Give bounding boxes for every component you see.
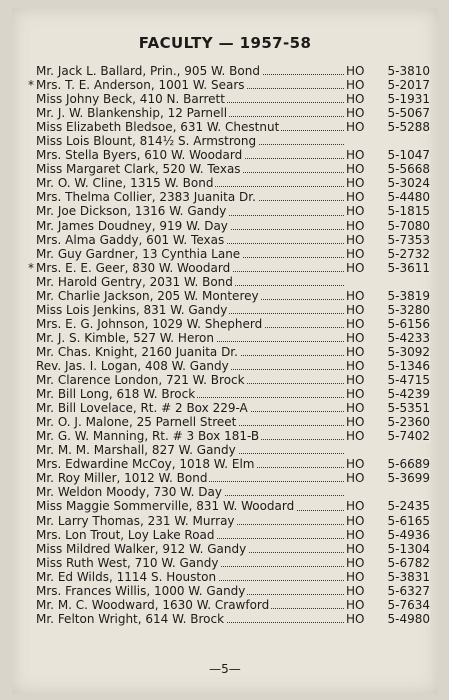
phone-exchange: HO (346, 176, 365, 191)
faculty-entry (36, 401, 430, 415)
phone-digits: 5-3092 (387, 344, 430, 359)
faculty-entry (36, 570, 430, 584)
phone-exchange: HO (346, 92, 365, 107)
phone-exchange: HO (346, 597, 365, 612)
phone-digits: 5-7353 (387, 232, 430, 247)
phone-digits: 5-5668 (387, 162, 430, 177)
phone-exchange: HO (346, 583, 365, 598)
phone-digits: 5-3280 (387, 302, 430, 317)
faculty-name-address: Mr. M. C. Woodward, 1630 W. Crawford (36, 597, 270, 612)
phone-number (346, 373, 430, 387)
faculty-name-address: Miss Elizabeth Bledsoe, 631 W. Chestnut (36, 120, 280, 135)
faculty-name-address: Mrs. Thelma Collier, 2383 Juanita Dr. (36, 190, 256, 205)
phone-digits: 5-7634 (387, 597, 430, 612)
phone-exchange: HO (346, 429, 365, 444)
faculty-name-address: Miss Lois Blount, 814½ S. Armstrong (36, 134, 257, 149)
phone-exchange: HO (346, 457, 365, 472)
page-number: —5— (209, 662, 241, 676)
phone-exchange: HO (346, 246, 365, 261)
faculty-entry (36, 387, 430, 401)
faculty-entry (28, 260, 430, 275)
faculty-entry (36, 598, 430, 612)
faculty-entry (36, 317, 430, 331)
phone-number (346, 219, 430, 233)
phone-exchange: HO (346, 64, 365, 78)
faculty-entry (36, 190, 430, 204)
phone-digits: 5-3819 (387, 288, 430, 303)
faculty-name-address: Mr. Chas. Knight, 2160 Juanita Dr. (36, 344, 238, 359)
phone-digits: 5-2732 (387, 246, 430, 261)
phone-number (346, 162, 430, 176)
faculty-name-address: Mr. Guy Gardner, 13 Cynthia Lane (36, 246, 241, 261)
faculty-name-address: Mrs. E. E. Geer, 830 W. Woodard (36, 260, 231, 275)
faculty-entry (36, 457, 430, 471)
faculty-name-address: Mr. Roy Miller, 1012 W. Bond (36, 471, 208, 486)
phone-number (346, 542, 430, 556)
faculty-name-address: Mr. James Doudney, 919 W. Day (36, 218, 228, 233)
directory-page (12, 8, 438, 694)
faculty-name-address: Mrs. Alma Gaddy, 601 W. Texas (36, 232, 225, 247)
faculty-entry (36, 289, 430, 303)
faculty-name-address: Mr. J. S. Kimble, 527 W. Heron (36, 330, 214, 345)
phone-digits: 5-1931 (387, 92, 430, 107)
phone-number (346, 429, 430, 443)
faculty-entry (36, 373, 430, 387)
faculty-entry (36, 148, 430, 162)
phone-number (346, 106, 430, 120)
phone-number (346, 289, 430, 303)
phone-digits: 5-3810 (387, 64, 430, 78)
phone-exchange: HO (346, 415, 365, 430)
phone-number (346, 120, 430, 134)
phone-digits: 5-7080 (387, 218, 430, 233)
faculty-entry (36, 499, 430, 513)
phone-number (346, 78, 430, 92)
faculty-name-address: Mrs. E. G. Johnson, 1029 W. Shepherd (36, 316, 263, 331)
phone-exchange: HO (346, 527, 365, 542)
phone-digits: 5-3611 (387, 260, 430, 275)
faculty-name-address: Mr. J. W. Blankenship, 12 Parnell (36, 106, 228, 121)
phone-digits: 5-2017 (387, 78, 430, 93)
phone-number (346, 247, 430, 261)
phone-number (346, 499, 430, 513)
faculty-entry (36, 275, 430, 289)
faculty-entry (36, 612, 430, 626)
phone-number (346, 528, 430, 542)
phone-exchange: HO (346, 106, 365, 121)
faculty-name-address: Mrs. Lon Trout, Loy Lake Road (36, 527, 215, 542)
phone-number (346, 92, 430, 106)
phone-number (346, 176, 430, 190)
phone-exchange: HO (346, 555, 365, 570)
phone-exchange: HO (346, 387, 365, 402)
phone-digits: 5-7402 (387, 429, 430, 444)
phone-exchange: HO (346, 358, 365, 373)
phone-exchange: HO (346, 288, 365, 303)
faculty-entry (36, 219, 430, 233)
phone-exchange: HO (346, 373, 365, 388)
faculty-name-address: Miss Mildred Walker, 912 W. Gandy (36, 541, 247, 556)
phone-digits: 5-5351 (387, 401, 430, 416)
phone-exchange: HO (346, 218, 365, 233)
phone-exchange: HO (346, 513, 365, 528)
phone-number (346, 401, 430, 415)
phone-number (346, 570, 430, 584)
asterisk-mark: * (28, 78, 34, 93)
phone-exchange: HO (346, 204, 365, 219)
faculty-name-address: Miss Ruth West, 710 W. Gandy (36, 555, 219, 570)
phone-number (346, 415, 430, 429)
phone-digits: 5-6782 (387, 555, 430, 570)
faculty-name-address: Mr. Clarence London, 721 W. Brock (36, 373, 245, 388)
phone-number (346, 514, 430, 528)
phone-number (346, 303, 430, 317)
page-title: FACULTY — 1957-58 (138, 34, 312, 52)
faculty-name-address: Mr. Charlie Jackson, 205 W. Monterey (36, 288, 259, 303)
faculty-entry (36, 429, 430, 443)
faculty-name-address: Mr. O. J. Malone, 25 Parnell Street (36, 415, 237, 430)
phone-exchange: HO (346, 401, 365, 416)
phone-number (346, 598, 430, 612)
faculty-name-address: Mr. Weldon Moody, 730 W. Day (36, 485, 222, 500)
faculty-list (28, 64, 430, 626)
faculty-name-address: Mrs. T. E. Anderson, 1001 W. Sears (36, 78, 245, 93)
phone-digits: 5-6165 (387, 513, 430, 528)
faculty-entry (36, 247, 430, 261)
phone-exchange: HO (346, 148, 365, 163)
phone-exchange: HO (346, 260, 365, 275)
phone-number (346, 148, 430, 162)
phone-exchange: HO (346, 232, 365, 247)
faculty-name-address: Mr. Joe Dickson, 1316 W. Gandy (36, 204, 227, 219)
phone-digits: 5-4936 (387, 527, 430, 542)
phone-number (346, 204, 430, 218)
phone-number (346, 612, 430, 626)
faculty-entry (36, 134, 430, 148)
phone-number (346, 261, 430, 275)
faculty-entry (36, 415, 430, 429)
faculty-name-address: Miss Lois Jenkins, 831 W. Gandy (36, 302, 228, 317)
faculty-name-address: Mrs. Stella Byers, 610 W. Woodard (36, 148, 243, 163)
phone-digits: 5-3831 (387, 569, 430, 584)
faculty-name-address: Miss Johny Beck, 410 N. Barrett (36, 92, 225, 107)
phone-digits: 5-3699 (387, 471, 430, 486)
faculty-entry (36, 542, 430, 556)
faculty-name-address: Mrs. Frances Willis, 1000 W. Gandy (36, 583, 246, 598)
faculty-name-address: Mr. Felton Wright, 614 W. Brock (36, 611, 225, 626)
phone-number (346, 359, 430, 373)
faculty-entry (36, 514, 430, 528)
faculty-entry (36, 64, 430, 78)
faculty-entry (36, 485, 430, 499)
faculty-name-address: Mr. G. W. Manning, Rt. # 3 Box 181-B (36, 429, 260, 444)
phone-digits: 5-6689 (387, 457, 430, 472)
phone-exchange: HO (346, 120, 365, 135)
phone-digits: 5-4233 (387, 330, 430, 345)
faculty-entry (36, 106, 430, 120)
phone-number (346, 387, 430, 401)
faculty-entry (36, 92, 430, 106)
phone-exchange: HO (346, 330, 365, 345)
phone-digits: 5-5288 (387, 120, 430, 135)
phone-exchange: HO (346, 302, 365, 317)
faculty-name-address: Mr. Jack L. Ballard, Prin., 905 W. Bond (36, 64, 260, 78)
phone-digits: 5-2435 (387, 499, 430, 514)
faculty-entry (36, 120, 430, 134)
phone-digits: 5-5067 (387, 106, 430, 121)
phone-digits: 5-6327 (387, 583, 430, 598)
faculty-entry (36, 556, 430, 570)
phone-digits: 5-6156 (387, 316, 430, 331)
faculty-entry (36, 471, 430, 485)
phone-exchange: HO (346, 471, 365, 486)
phone-digits: 5-4480 (387, 190, 430, 205)
phone-digits: 5-4715 (387, 373, 430, 388)
faculty-entry (36, 359, 430, 373)
phone-digits: 5-1047 (387, 148, 430, 163)
phone-number (346, 471, 430, 485)
phone-exchange: HO (346, 190, 365, 205)
phone-exchange: HO (346, 569, 365, 584)
phone-digits: 5-1346 (387, 358, 430, 373)
phone-number (346, 345, 430, 359)
phone-number (346, 584, 430, 598)
faculty-entry (36, 303, 430, 317)
faculty-name-address: Miss Maggie Sommerville, 831 W. Woodard (36, 499, 295, 514)
phone-exchange: HO (346, 611, 365, 626)
faculty-name-address: Mr. Bill Long, 618 W. Brock (36, 387, 196, 402)
phone-number (346, 317, 430, 331)
faculty-name-address: Mrs. Edwardine McCoy, 1018 W. Elm (36, 457, 255, 472)
phone-exchange: HO (346, 499, 365, 514)
faculty-entry (36, 204, 430, 218)
faculty-entry (36, 233, 430, 247)
faculty-entry (28, 78, 430, 93)
phone-exchange: HO (346, 344, 365, 359)
phone-exchange: HO (346, 78, 365, 93)
phone-number (346, 457, 430, 471)
phone-digits: 5-1304 (387, 541, 430, 556)
faculty-name-address: Mr. Bill Lovelace, Rt. # 2 Box 229-A (36, 401, 248, 416)
phone-number (346, 64, 430, 78)
faculty-entry (36, 345, 430, 359)
phone-digits: 5-4980 (387, 611, 430, 626)
faculty-entry (36, 176, 430, 190)
phone-exchange: HO (346, 541, 365, 556)
faculty-name-address: Rev. Jas. I. Logan, 408 W. Gandy (36, 358, 229, 373)
phone-digits: 5-1815 (387, 204, 430, 219)
faculty-name-address: Mr. O. W. Cline, 1315 W. Bond (36, 176, 214, 191)
phone-exchange: HO (346, 162, 365, 177)
faculty-name-address: Mr. Ed Wilds, 1114 S. Houston (36, 569, 217, 584)
phone-number (346, 233, 430, 247)
faculty-entry (36, 331, 430, 345)
faculty-entry (36, 443, 430, 457)
asterisk-mark: * (28, 260, 34, 275)
faculty-name-address: Mr. Harold Gentry, 2031 W. Bond (36, 274, 233, 289)
phone-digits: 5-4239 (387, 387, 430, 402)
faculty-name-address: Miss Margaret Clark, 520 W. Texas (36, 162, 241, 177)
faculty-name-address: Mr. Larry Thomas, 231 W. Murray (36, 513, 235, 528)
faculty-name-address: Mr. M. M. Marshall, 827 W. Gandy (36, 443, 236, 458)
phone-digits: 5-2360 (387, 415, 430, 430)
phone-digits: 5-3024 (387, 176, 430, 191)
phone-number (346, 556, 430, 570)
faculty-entry (36, 584, 430, 598)
faculty-entry (36, 162, 430, 176)
faculty-entry (36, 528, 430, 542)
phone-number (346, 190, 430, 204)
phone-exchange: HO (346, 316, 365, 331)
phone-number (346, 331, 430, 345)
